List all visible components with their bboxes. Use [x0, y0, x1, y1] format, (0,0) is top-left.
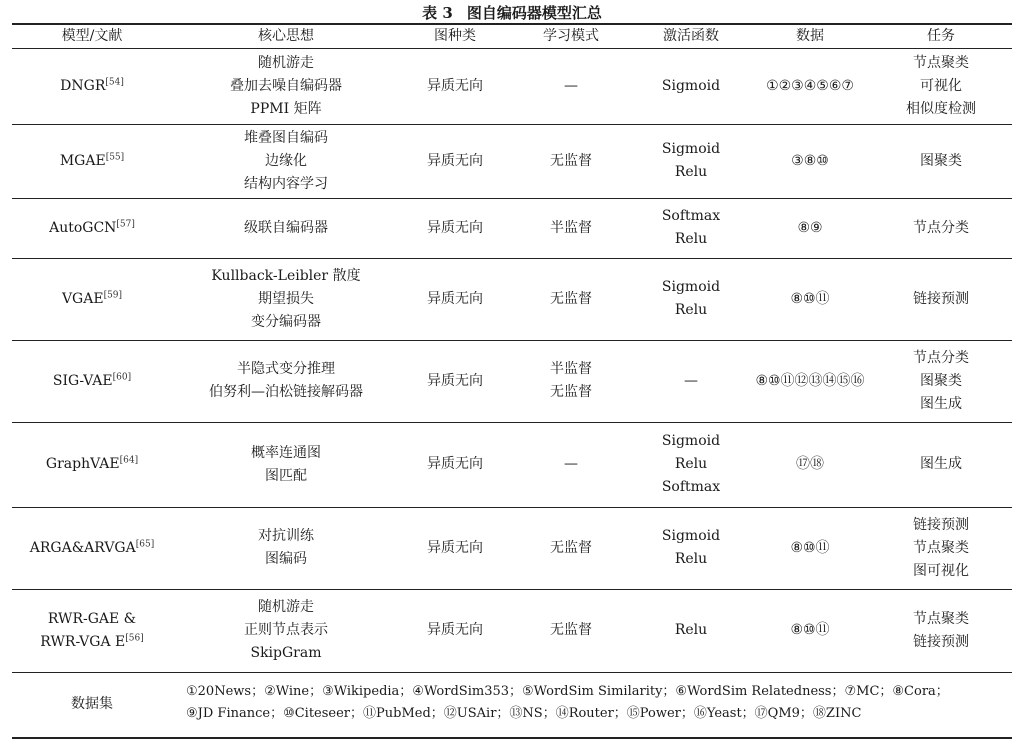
task-cell	[870, 340, 1012, 422]
model-name: ARGA&ARVGA[65]	[29, 538, 155, 556]
activation-cell	[632, 258, 750, 340]
rule-line	[12, 672, 1012, 673]
citation-ref: [56]	[125, 632, 144, 643]
learning-mode-cell	[510, 422, 632, 507]
header-task: 任务	[927, 27, 955, 44]
learning-mode-cell	[510, 258, 632, 340]
datasets-line-1: ①20News；②Wine；③Wikipedia；④WordSim353；⑤WordSim Similarity；⑥WordSim Relatedness；⑦MC；⑧Cora；	[186, 684, 949, 699]
learning-mode: —	[564, 77, 578, 94]
activation-function: Relu	[674, 231, 708, 247]
activation-function: Softmax	[661, 479, 721, 495]
rule-line	[12, 589, 1012, 590]
core-idea-cell	[172, 198, 400, 258]
activation-cell	[632, 48, 750, 124]
activation-function: Softmax	[661, 208, 721, 224]
task-cell	[870, 198, 1012, 258]
core-idea: 概率连通图	[251, 444, 321, 461]
activation-cell	[632, 198, 750, 258]
activation-cell	[632, 124, 750, 198]
graph-type-cell: 异质无向	[427, 219, 483, 236]
task: 图生成	[920, 395, 962, 412]
model-name: GraphVAE[64]	[45, 455, 139, 472]
activation-function: Sigmoid	[661, 528, 721, 544]
graph-type-cell: 异质无向	[427, 77, 483, 94]
datasets-list	[186, 681, 1006, 725]
learning-mode: 无监督	[550, 539, 592, 556]
core-idea: 期望损失	[258, 290, 314, 307]
core-idea: 图匹配	[265, 467, 307, 484]
model-name: VGAE[59]	[61, 289, 123, 307]
task: 链接预测	[913, 516, 969, 533]
core-idea: 级联自编码器	[244, 219, 328, 236]
activation-function: Sigmoid	[661, 77, 721, 94]
learning-mode-cell	[510, 198, 632, 258]
task: 可视化	[920, 77, 962, 94]
rule-line	[12, 258, 1012, 259]
header-model: 模型/文献	[61, 27, 123, 44]
header-activation: 激活函数	[663, 27, 719, 44]
task: 节点分类	[913, 349, 969, 366]
core-idea: 半隐式变分推理	[237, 361, 335, 377]
learning-mode: —	[564, 456, 578, 472]
activation-function: Sigmoid	[661, 279, 721, 295]
task: 节点聚类	[913, 54, 969, 71]
data-cell: ⑧⑩⑪	[790, 622, 830, 638]
core-idea-cell	[172, 589, 400, 672]
rule-line	[12, 737, 1012, 739]
learning-mode-cell	[510, 589, 632, 672]
task: 节点聚类	[913, 610, 969, 627]
activation-cell	[632, 507, 750, 589]
table-title: 图自编码器模型汇总	[466, 4, 602, 22]
core-idea: SkipGram	[250, 645, 322, 661]
learning-mode: 无监督	[550, 290, 592, 307]
learning-mode: 无监督	[550, 384, 592, 400]
activation-function: Relu	[674, 551, 708, 567]
rule-line	[12, 48, 1012, 49]
datasets-label: 数据集	[71, 695, 113, 712]
data-cell: ⑧⑩⑪	[790, 290, 830, 307]
task: 图可视化	[913, 562, 969, 579]
task: 图聚类	[920, 372, 962, 389]
core-idea: 正则节点表示	[244, 622, 328, 638]
activation-cell	[632, 589, 750, 672]
rule-line	[12, 340, 1012, 341]
task: 图聚类	[920, 152, 962, 169]
task-cell	[870, 48, 1012, 124]
model-cell	[12, 589, 172, 672]
core-idea: PPMI 矩阵	[250, 100, 322, 117]
learning-mode: 无监督	[550, 622, 592, 638]
model-name: MGAE[55]	[59, 151, 125, 169]
model-name: DNGR[54]	[60, 76, 124, 94]
activation-cell	[632, 340, 750, 422]
core-idea-cell	[172, 422, 400, 507]
header-data: 数据	[796, 27, 824, 44]
citation-ref: [54]	[105, 76, 124, 87]
learning-mode: 半监督	[550, 219, 592, 236]
model-cell	[12, 422, 172, 507]
rule-line	[12, 198, 1012, 199]
activation-function: —	[684, 372, 698, 389]
citation-ref: [65]	[135, 538, 155, 549]
task: 相似度检测	[906, 100, 976, 117]
graph-type-cell: 异质无向	[427, 539, 483, 556]
learning-mode-cell	[510, 48, 632, 124]
task-cell	[870, 258, 1012, 340]
task: 节点分类	[913, 219, 969, 236]
activation-cell	[632, 422, 750, 507]
activation-function: Relu	[674, 164, 708, 180]
model-cell	[12, 258, 172, 340]
model-cell	[12, 340, 172, 422]
data-cell: ⑧⑨	[797, 219, 823, 236]
graph-type-cell: 异质无向	[427, 456, 483, 472]
citation-ref: [64]	[119, 455, 139, 466]
model-cell	[12, 124, 172, 198]
activation-function: Relu	[674, 622, 708, 638]
model-name-line-2: RWR-VGA E[56]	[40, 632, 144, 650]
data-cell: ⑧⑩⑪⑫⑬⑭⑮⑯	[755, 372, 865, 389]
activation-function: Relu	[674, 456, 708, 472]
learning-mode-cell	[510, 507, 632, 589]
citation-ref: [57]	[116, 218, 135, 229]
rule-line	[12, 507, 1012, 508]
activation-function: Sigmoid	[661, 141, 721, 157]
core-idea: 边缘化	[265, 152, 307, 169]
task-cell	[870, 589, 1012, 672]
core-idea-cell	[172, 48, 400, 124]
data-cell: ③⑧⑩	[791, 152, 829, 169]
core-idea: Kullback-Leibler 散度	[211, 267, 361, 284]
task-cell	[870, 422, 1012, 507]
model-name: AutoGCN[57]	[49, 218, 135, 236]
citation-ref: [59]	[103, 289, 123, 300]
learning-mode: 无监督	[550, 152, 592, 169]
core-idea: 叠加去噪自编码器	[230, 77, 342, 94]
core-idea: 变分编码器	[251, 313, 321, 330]
data-cell: ⑰⑱	[796, 456, 824, 472]
rule-line	[12, 124, 1012, 125]
task: 链接预测	[913, 633, 969, 650]
core-idea-cell	[172, 258, 400, 340]
header-core-idea: 核心思想	[258, 27, 314, 44]
core-idea-cell	[172, 507, 400, 589]
core-idea: 堆叠图自编码	[244, 129, 328, 146]
core-idea: 随机游走	[258, 599, 314, 615]
task-cell	[870, 507, 1012, 589]
core-idea: 随机游走	[258, 54, 314, 71]
core-idea: 伯努利—泊松链接解码器	[209, 384, 363, 400]
citation-ref: [60]	[112, 371, 132, 382]
table-number: 表 3	[422, 4, 453, 22]
core-idea: 对抗训练	[258, 528, 314, 544]
graph-type-cell: 异质无向	[427, 290, 483, 307]
header-graph-type: 图种类	[434, 27, 476, 44]
table-caption	[0, 2, 1024, 24]
datasets-line-2: ⑨JD Finance；⑩Citeseer；⑪PubMed；⑫USAir；⑬NS；⑭Router；⑮Power；⑯Yeast；⑰QM9；⑱ZINC	[186, 706, 862, 721]
learning-mode-cell	[510, 124, 632, 198]
learning-mode-cell	[510, 340, 632, 422]
rule-line	[12, 23, 1012, 25]
task: 链接预测	[913, 290, 969, 307]
activation-function: Sigmoid	[661, 433, 721, 449]
core-idea: 结构内容学习	[244, 175, 328, 192]
model-name: RWR-GAE &	[47, 610, 137, 627]
citation-ref: [55]	[105, 151, 125, 162]
core-idea-cell	[172, 340, 400, 422]
graph-type-cell: 异质无向	[427, 372, 483, 389]
task-cell	[870, 124, 1012, 198]
core-idea-cell	[172, 124, 400, 198]
model-cell	[12, 48, 172, 124]
model-cell	[12, 198, 172, 258]
header-learning-mode: 学习模式	[543, 27, 599, 44]
rule-line	[12, 422, 1012, 423]
data-cell: ⑧⑩⑪	[790, 539, 830, 556]
core-idea: 图编码	[265, 551, 307, 567]
graph-type-cell: 异质无向	[427, 152, 483, 169]
task: 节点聚类	[913, 539, 969, 556]
task: 图生成	[920, 456, 962, 472]
model-cell	[12, 507, 172, 589]
activation-function: Relu	[674, 302, 708, 318]
model-name: SIG-VAE[60]	[52, 371, 132, 389]
graph-type-cell: 异质无向	[427, 622, 483, 638]
data-cell: ①②③④⑤⑥⑦	[766, 77, 854, 94]
learning-mode: 半监督	[550, 361, 592, 377]
